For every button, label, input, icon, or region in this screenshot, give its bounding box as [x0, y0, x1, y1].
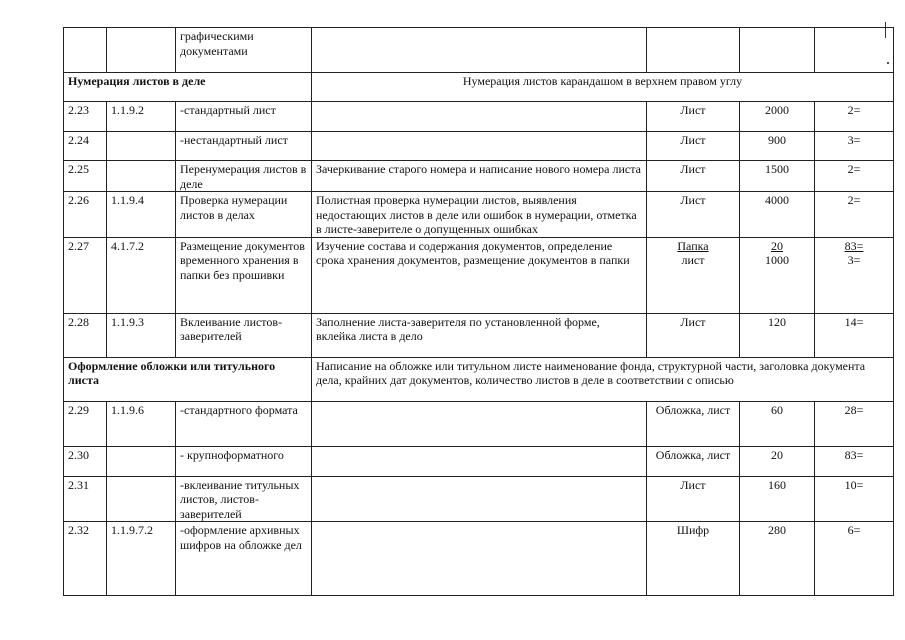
cell-rate: 14= — [815, 313, 894, 357]
cell-unit: Лист — [647, 192, 740, 238]
table-row — [64, 313, 894, 357]
qty-line: 20 — [771, 238, 783, 253]
cell-code — [107, 446, 176, 476]
cell-qty: 280 — [740, 522, 815, 596]
cell-desc: Заполнение листа-заверителя по установленной форме, вклейка листа в дело — [312, 313, 647, 357]
section-row — [64, 73, 894, 102]
cell-num: 2.31 — [64, 476, 107, 522]
unit-line: Папка — [677, 238, 709, 253]
cell-num: 2.24 — [64, 132, 107, 161]
cell-code: 4.1.7.2 — [107, 237, 176, 313]
cell-desc — [312, 28, 647, 73]
cell-desc: Изучение состава и содержания документов, определение срока хранения документов, размещение документов в папки — [312, 237, 647, 313]
section-description: Нумерация листов карандашом в верхнем правом углу — [312, 73, 894, 102]
cell-code — [107, 28, 176, 73]
qty-line: 1000 — [765, 253, 789, 267]
cell-rate: 28= — [815, 401, 894, 446]
cell-qty: 1500 — [740, 161, 815, 192]
cell-unit: Шифр — [647, 522, 740, 596]
cell-name: графическими документами — [176, 28, 312, 73]
cell-name: -оформление архивных шифров на обложке дел — [176, 522, 312, 596]
cell-qty: 60 — [740, 401, 815, 446]
cell-unit: Обложка, лист — [647, 446, 740, 476]
cell-unit: Лист — [647, 132, 740, 161]
cell-name: -стандартного формата — [176, 401, 312, 446]
cell-num — [64, 28, 107, 73]
section-title: Оформление обложки или титульного листа — [64, 357, 312, 401]
cell-num: 2.28 — [64, 313, 107, 357]
table-row — [64, 446, 894, 476]
cell-qty: 2000 — [740, 102, 815, 132]
cell-num: 2.32 — [64, 522, 107, 596]
cell-qty: 4000 — [740, 192, 815, 238]
cell-name: -вклеивание титульных листов, листов-заверителей — [176, 476, 312, 522]
cell-rate — [815, 28, 894, 73]
cell-unit: Лист — [647, 313, 740, 357]
cell-unit: Лист — [647, 476, 740, 522]
rate-line: 3= — [847, 253, 861, 267]
cell-qty: 20 — [740, 446, 815, 476]
cell-code: 1.1.9.7.2 — [107, 522, 176, 596]
cell-desc: Зачеркивание старого номера и написание нового номера листа — [312, 161, 647, 192]
cell-code: 1.1.9.6 — [107, 401, 176, 446]
cell-name: -стандартный лист — [176, 102, 312, 132]
cell-desc — [312, 132, 647, 161]
cell-code — [107, 132, 176, 161]
cell-unit: Лист — [647, 161, 740, 192]
cell-name: - крупноформатного — [176, 446, 312, 476]
cell-num: 2.26 — [64, 192, 107, 238]
rate-line: 83= — [844, 238, 864, 253]
cell-num: 2.23 — [64, 102, 107, 132]
table-row — [64, 132, 894, 161]
table-row — [64, 476, 894, 522]
section-description: Написание на обложке или титульном листе наименование фонда, структурной части, заголовка документа дела, крайних дат документов, количество листов в деле в соответствии с описью — [312, 357, 894, 401]
cell-code: 1.1.9.3 — [107, 313, 176, 357]
cell-num: 2.30 — [64, 446, 107, 476]
cell-qty: 120 — [740, 313, 815, 357]
cell-code — [107, 476, 176, 522]
unit-line: лист — [681, 253, 705, 267]
cell-desc — [312, 522, 647, 596]
cell-name: Вклеивание листов-заверителей — [176, 313, 312, 357]
section-title: Нумерация листов в деле — [64, 73, 312, 102]
cell-rate: 2= — [815, 161, 894, 192]
table-row — [64, 102, 894, 132]
cell-rate: 2= — [815, 102, 894, 132]
cell-unit — [647, 237, 740, 313]
cell-code: 1.1.9.2 — [107, 102, 176, 132]
cell-unit: Лист — [647, 102, 740, 132]
table-row — [64, 192, 894, 238]
norms-table — [63, 27, 894, 596]
cell-rate: 10= — [815, 476, 894, 522]
table-row — [64, 161, 894, 192]
cell-rate: 83= — [815, 446, 894, 476]
table-row — [64, 28, 894, 73]
cell-qty: 900 — [740, 132, 815, 161]
table-row — [64, 401, 894, 446]
cell-desc: Полистная проверка нумерации листов, выявления недостающих листов в деле или ошибок в нумерации, отметка в листе-заверителе о допущенных ошибках — [312, 192, 647, 238]
cell-rate: 3= — [815, 132, 894, 161]
cell-code — [107, 161, 176, 192]
cell-name: Размещение документов временного хранения в папки без прошивки — [176, 237, 312, 313]
cell-num: 2.27 — [64, 237, 107, 313]
cell-name: -нестандартный лист — [176, 132, 312, 161]
cell-code: 1.1.9.4 — [107, 192, 176, 238]
cell-rate: 2= — [815, 192, 894, 238]
cell-qty: 160 — [740, 476, 815, 522]
cell-num: 2.25 — [64, 161, 107, 192]
table-row — [64, 522, 894, 596]
cell-qty — [740, 237, 815, 313]
cell-unit — [647, 28, 740, 73]
cell-rate — [815, 237, 894, 313]
cell-desc — [312, 102, 647, 132]
cell-desc — [312, 401, 647, 446]
cell-num: 2.29 — [64, 401, 107, 446]
section-row — [64, 357, 894, 401]
cell-name: Проверка нумерации листов в делах — [176, 192, 312, 238]
table-row — [64, 237, 894, 313]
cell-qty — [740, 28, 815, 73]
cell-desc — [312, 446, 647, 476]
cell-unit: Обложка, лист — [647, 401, 740, 446]
cell-name: Перенумерация листов в деле — [176, 161, 312, 192]
cell-rate: 6= — [815, 522, 894, 596]
cell-desc — [312, 476, 647, 522]
